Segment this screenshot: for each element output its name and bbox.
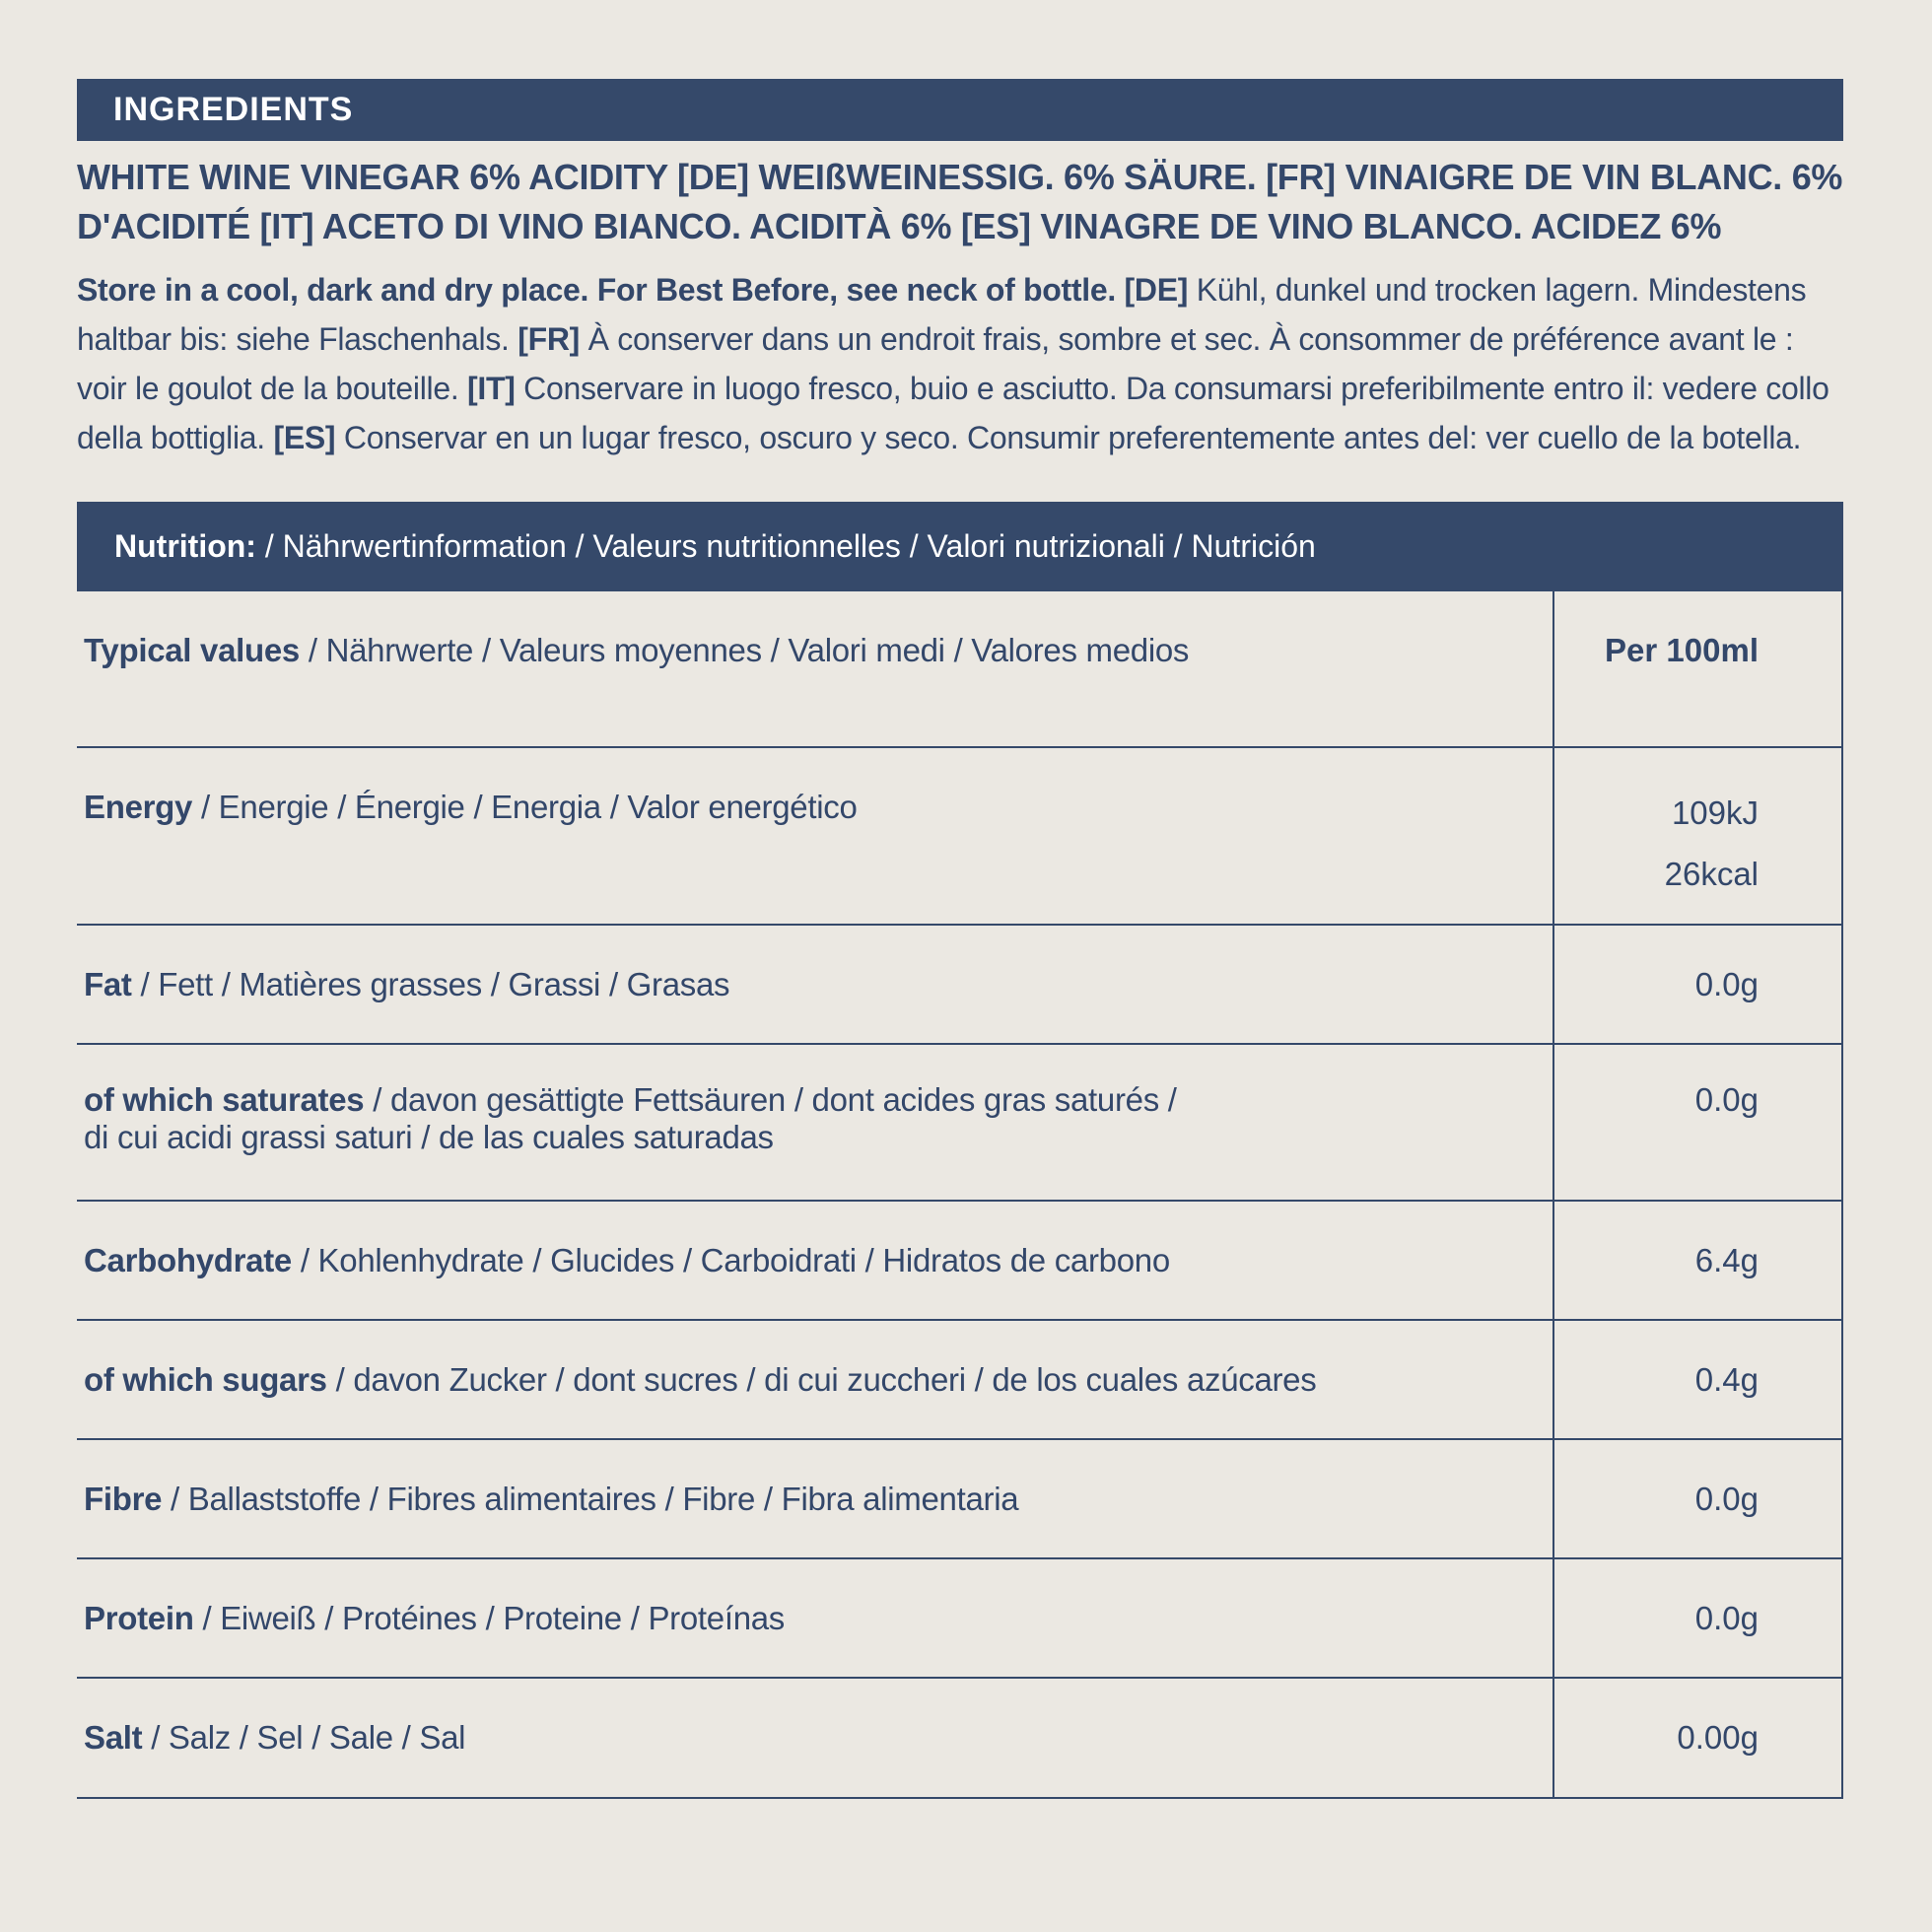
table-row (77, 1201, 1842, 1320)
storage-fr: À conserver dans un endroit frais, sombre et sec. À consommer de préférence avant le : voir le goulot de la bouteille. (77, 321, 1794, 406)
protein-value (1553, 1558, 1842, 1678)
carbohydrate-label (77, 1201, 1553, 1320)
row-label-bold: Salt (84, 1719, 143, 1756)
ingredients-header-text: INGREDIENTS (113, 91, 354, 128)
sugars-label (77, 1320, 1553, 1439)
table-row (77, 1439, 1842, 1558)
saturates-value (1553, 1044, 1842, 1201)
row-label-rest: / Salz / Sel / Sale / Sal (142, 1719, 466, 1756)
salt-value (1553, 1678, 1842, 1798)
energy-value (1553, 747, 1842, 925)
table-row (77, 1044, 1842, 1201)
energy-label (77, 747, 1553, 925)
ingredients-text: WHITE WINE VINEGAR 6% ACIDITY [DE] WEIßWEINESSIG. 6% SÄURE. [FR] VINAIGRE DE VIN BLANC. 6% D'ACIDITÉ [IT] ACETO DI VINO BIANCO. ACIDITÀ 6% [ES] VINAGRE DE VINO BLANCO. ACIDEZ 6% (77, 157, 1843, 246)
storage-it: Conservare in luogo fresco, buio e asciutto. Da consumarsi preferibilmente entro il: vedere collo della bottiglia. (77, 371, 1829, 455)
row-label-rest-line2: di cui acidi grassi saturi / de las cuales saturadas (84, 1119, 774, 1155)
row-label-rest: / Ballaststoffe / Fibres alimentaires / Fibre / Fibra alimentaria (162, 1481, 1019, 1517)
row-value: 0.0g (1694, 966, 1759, 1002)
carbohydrate-value (1553, 1201, 1842, 1320)
row-value: 6.4g (1694, 1242, 1759, 1278)
ingredients-header (77, 79, 1843, 141)
nutrition-header-bold: Nutrition: (114, 528, 256, 564)
storage-es: Conservar en un lugar fresco, oscuro y seco. Consumir preferentemente antes del: ver cuello de la botella. (335, 420, 1802, 455)
table-row-typical-values (77, 591, 1842, 747)
storage-en: Store in a cool, dark and dry place. For Best Before, see neck of bottle. (77, 272, 1116, 308)
row-label-rest: / Energie / Énergie / Energia / Valor energético (192, 789, 858, 825)
storage-it-tag: [IT] (467, 371, 516, 406)
typical-values-rest: / Nährwerte / Valeurs moyennes / Valori medi / Valores medios (299, 632, 1190, 668)
storage-de-tag: [DE] (1124, 272, 1189, 308)
sugars-value (1553, 1320, 1842, 1439)
table-row (77, 925, 1842, 1044)
storage-fr-tag: [FR] (518, 321, 581, 357)
row-label-bold: Fat (84, 966, 132, 1002)
energy-kj: 109kJ (1671, 794, 1759, 831)
row-label-rest: / Kohlenhydrate / Glucides / Carboidrati / Hidratos de carbono (291, 1242, 1170, 1278)
table-row (77, 1320, 1842, 1439)
row-value: 0.4g (1694, 1361, 1759, 1398)
row-label-bold: of which saturates (84, 1081, 365, 1118)
row-value: 0.00g (1677, 1719, 1759, 1756)
row-value: 0.0g (1694, 1081, 1759, 1118)
salt-label (77, 1678, 1553, 1798)
energy-kcal: 26kcal (1664, 856, 1759, 892)
storage-es-tag: [ES] (273, 420, 336, 455)
nutrition-header-rest: / Nährwertinformation / Valeurs nutritionnelles / Valori nutrizionali / Nutrición (255, 528, 1316, 564)
fat-label (77, 925, 1553, 1044)
row-label-rest: / Eiweiß / Protéines / Proteine / Proteínas (193, 1600, 786, 1636)
per-100ml-label: Per 100ml (1605, 632, 1759, 668)
row-label-rest: / Fett / Matières grasses / Grassi / Grasas (131, 966, 730, 1002)
nutrition-header (77, 502, 1843, 591)
per-100ml-header (1553, 591, 1842, 747)
protein-label (77, 1558, 1553, 1678)
typical-values-bold: Typical values (84, 632, 300, 668)
row-label-bold: Carbohydrate (84, 1242, 292, 1278)
row-label-bold: Protein (84, 1600, 194, 1636)
fibre-value (1553, 1439, 1842, 1558)
label-page (77, 79, 1843, 1799)
typical-values-label (77, 591, 1553, 747)
storage-instructions (77, 265, 1843, 462)
row-label-rest: / davon Zucker / dont sucres / di cui zuccheri / de los cuales azúcares (326, 1361, 1317, 1398)
fat-value (1553, 925, 1842, 1044)
table-row (77, 1678, 1842, 1798)
row-value: 0.0g (1694, 1481, 1759, 1517)
table-row (77, 747, 1842, 925)
table-row (77, 1558, 1842, 1678)
row-label-bold: Energy (84, 789, 193, 825)
saturates-label (77, 1044, 1553, 1201)
fibre-label (77, 1439, 1553, 1558)
row-label-bold: Fibre (84, 1481, 163, 1517)
row-label-bold: of which sugars (84, 1361, 327, 1398)
storage-de: Kühl, dunkel und trocken lagern. Mindestens haltbar bis: siehe Flaschenhals. (77, 272, 1807, 357)
row-value: 0.0g (1694, 1600, 1759, 1636)
nutrition-table (77, 591, 1843, 1799)
row-label-rest: / davon gesättigte Fettsäuren / dont acides gras saturés / (364, 1081, 1177, 1118)
